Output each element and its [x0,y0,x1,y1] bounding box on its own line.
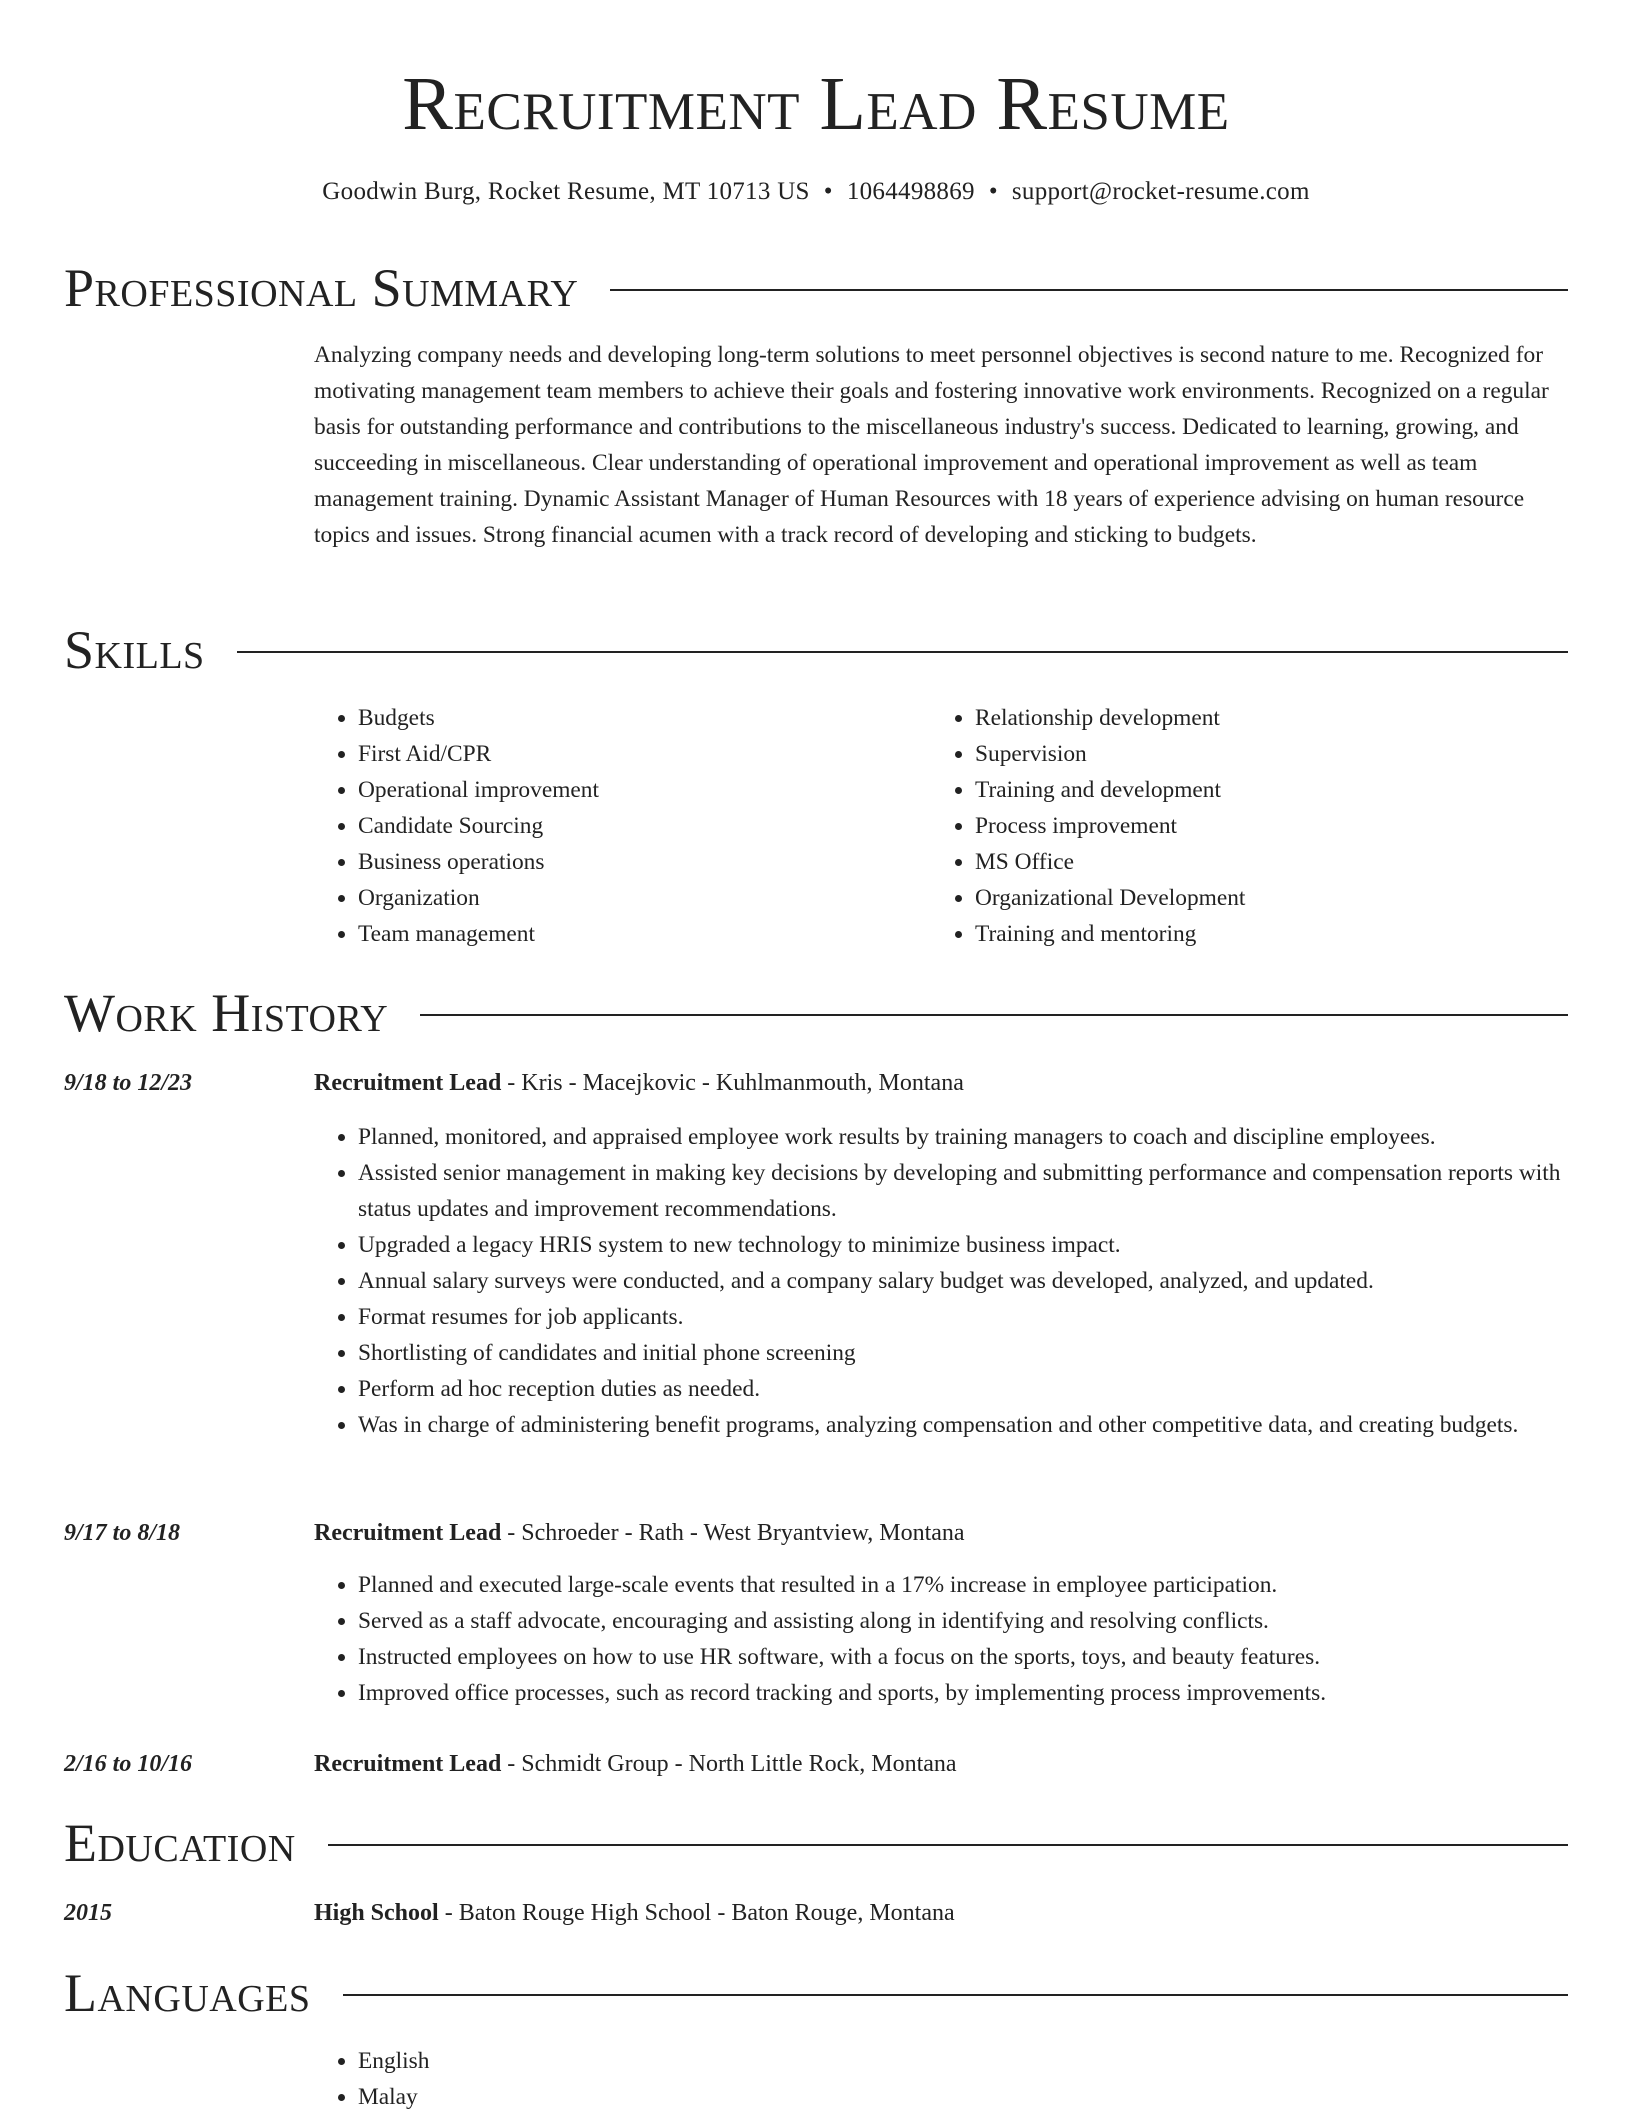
skill-item: • Budgets [358,700,914,736]
skills-section-title: Skills [64,620,205,680]
contact-email: support@rocket-resume.com [1011,178,1310,205]
section-divider [237,651,1568,653]
section-divider [328,1844,1568,1846]
job-bullet: • Planned, monitored, and appraised employee work results by training managers to coach and discipline employees. [358,1119,1568,1155]
contact-separator: • [988,178,998,205]
job-heading [314,1065,964,1101]
skill-item: • Training and development [975,772,1568,808]
job-bullet: • Format resumes for job applicants. [358,1299,1568,1335]
job-bullets [314,1119,1568,1443]
summary-section-title: Professional Summary [64,258,579,318]
contact-address: Goodwin Burg, Rocket Resume, MT 10713 US [322,178,810,205]
job-title: Recruitment Lead [314,1070,502,1096]
resume-title: Recruitment Lead Resume [402,62,1230,146]
skill-item: • Organizational Development [975,880,1568,916]
skill-item: • First Aid/CPR [358,736,914,772]
job-bullet: • Instructed employees on how to use HR software, with a focus on the sports, toys, and beauty features. [358,1639,1568,1675]
skills-column-left [314,700,914,952]
skills-section-header [64,615,1568,685]
job-bullet: • Upgraded a legacy HRIS system to new technology to minimize business impact. [358,1227,1568,1263]
skill-item: • Supervision [975,736,1568,772]
section-divider [343,1994,1569,1996]
work-section-header [64,978,1568,1048]
job-bullet: • Annual salary surveys were conducted, and a company salary budget was developed, analyzed, and updated. [358,1263,1568,1299]
summary-text: Analyzing company needs and developing long-term solutions to meet personnel objectives is second nature to me. Recognized for motivating management team members to achieve their goals and fostering innovative work environments. Recognized on a regular basis for outstanding performance and contributions to the miscellaneous industry's success. Dedicated to learning, growing, and succeeding in miscellaneous. Clear understanding of operational improvement and operational improvement as well as team management training. Dynamic Assistant Manager of Human Resources with 18 years of experience advising on human resource topics and issues. Strong financial acumen with a track record of developing and sticking to budgets. [314,342,1549,548]
contact-separator: • [823,178,833,205]
job-dates: 9/17 to 8/18 [64,1520,181,1546]
languages-section-header [64,1958,1568,2028]
skill-item: • MS Office [975,844,1568,880]
skill-item: • Relationship development [975,700,1568,736]
contact-phone: 1064498869 [846,178,975,205]
summary-section-header [64,253,1568,323]
job-bullet: • Assisted senior management in making key decisions by developing and submitting performance and compensation reports with status updates and improvement recommendations. [358,1155,1568,1227]
job-details: - Schmidt Group - North Little Rock, Montana [501,1751,957,1777]
education-section-header [64,1808,1568,1878]
education-degree: High School [314,1900,439,1926]
skill-item: • Candidate Sourcing [358,808,914,844]
job-details: - Schroeder - Rath - West Bryantview, Montana [501,1520,965,1546]
skill-item: • Organization [358,880,914,916]
job-bullet: • Perform ad hoc reception duties as needed. [358,1371,1568,1407]
job-bullet: • Was in charge of administering benefit programs, analyzing compensation and other competitive data, and creating budgets. [358,1407,1568,1443]
languages-section-title: Languages [64,1963,311,2023]
job-bullet: • Planned and executed large-scale events that resulted in a 17% increase in employee participation. [358,1567,1568,1603]
section-divider [420,1014,1568,1016]
job-bullets [314,1567,1568,1711]
education-details: - Baton Rouge High School - Baton Rouge, Montana [438,1900,955,1926]
job-title: Recruitment Lead [314,1751,502,1777]
education-section-title: Education [64,1813,296,1873]
languages-list [314,2043,1568,2115]
skills-column-right [931,700,1568,952]
language-item: • Malay [358,2079,1568,2115]
job-heading [314,1746,957,1782]
job-heading [314,1515,965,1551]
job-bullet: • Served as a staff advocate, encouraging and assisting along in identifying and resolving conflicts. [358,1603,1568,1639]
skill-item: • Operational improvement [358,772,914,808]
education-heading [314,1895,955,1931]
work-section-title: Work History [64,983,389,1043]
job-bullet: • Improved office processes, such as record tracking and sports, by implementing process improvements. [358,1675,1568,1711]
skill-item: • Process improvement [975,808,1568,844]
job-dates: 2/16 to 10/16 [64,1751,193,1777]
job-dates: 9/18 to 12/23 [64,1070,193,1096]
education-year: 2015 [64,1900,112,1926]
job-bullet: • Shortlisting of candidates and initial phone screening [358,1335,1568,1371]
skill-item: • Business operations [358,844,914,880]
job-details: - Kris - Macejkovic - Kuhlmanmouth, Montana [501,1070,964,1096]
skill-item: • Training and mentoring [975,916,1568,952]
contact-line [0,174,1632,210]
skill-item: • Team management [358,916,914,952]
job-title: Recruitment Lead [314,1520,502,1546]
language-item: • English [358,2043,1568,2079]
section-divider [610,289,1568,291]
